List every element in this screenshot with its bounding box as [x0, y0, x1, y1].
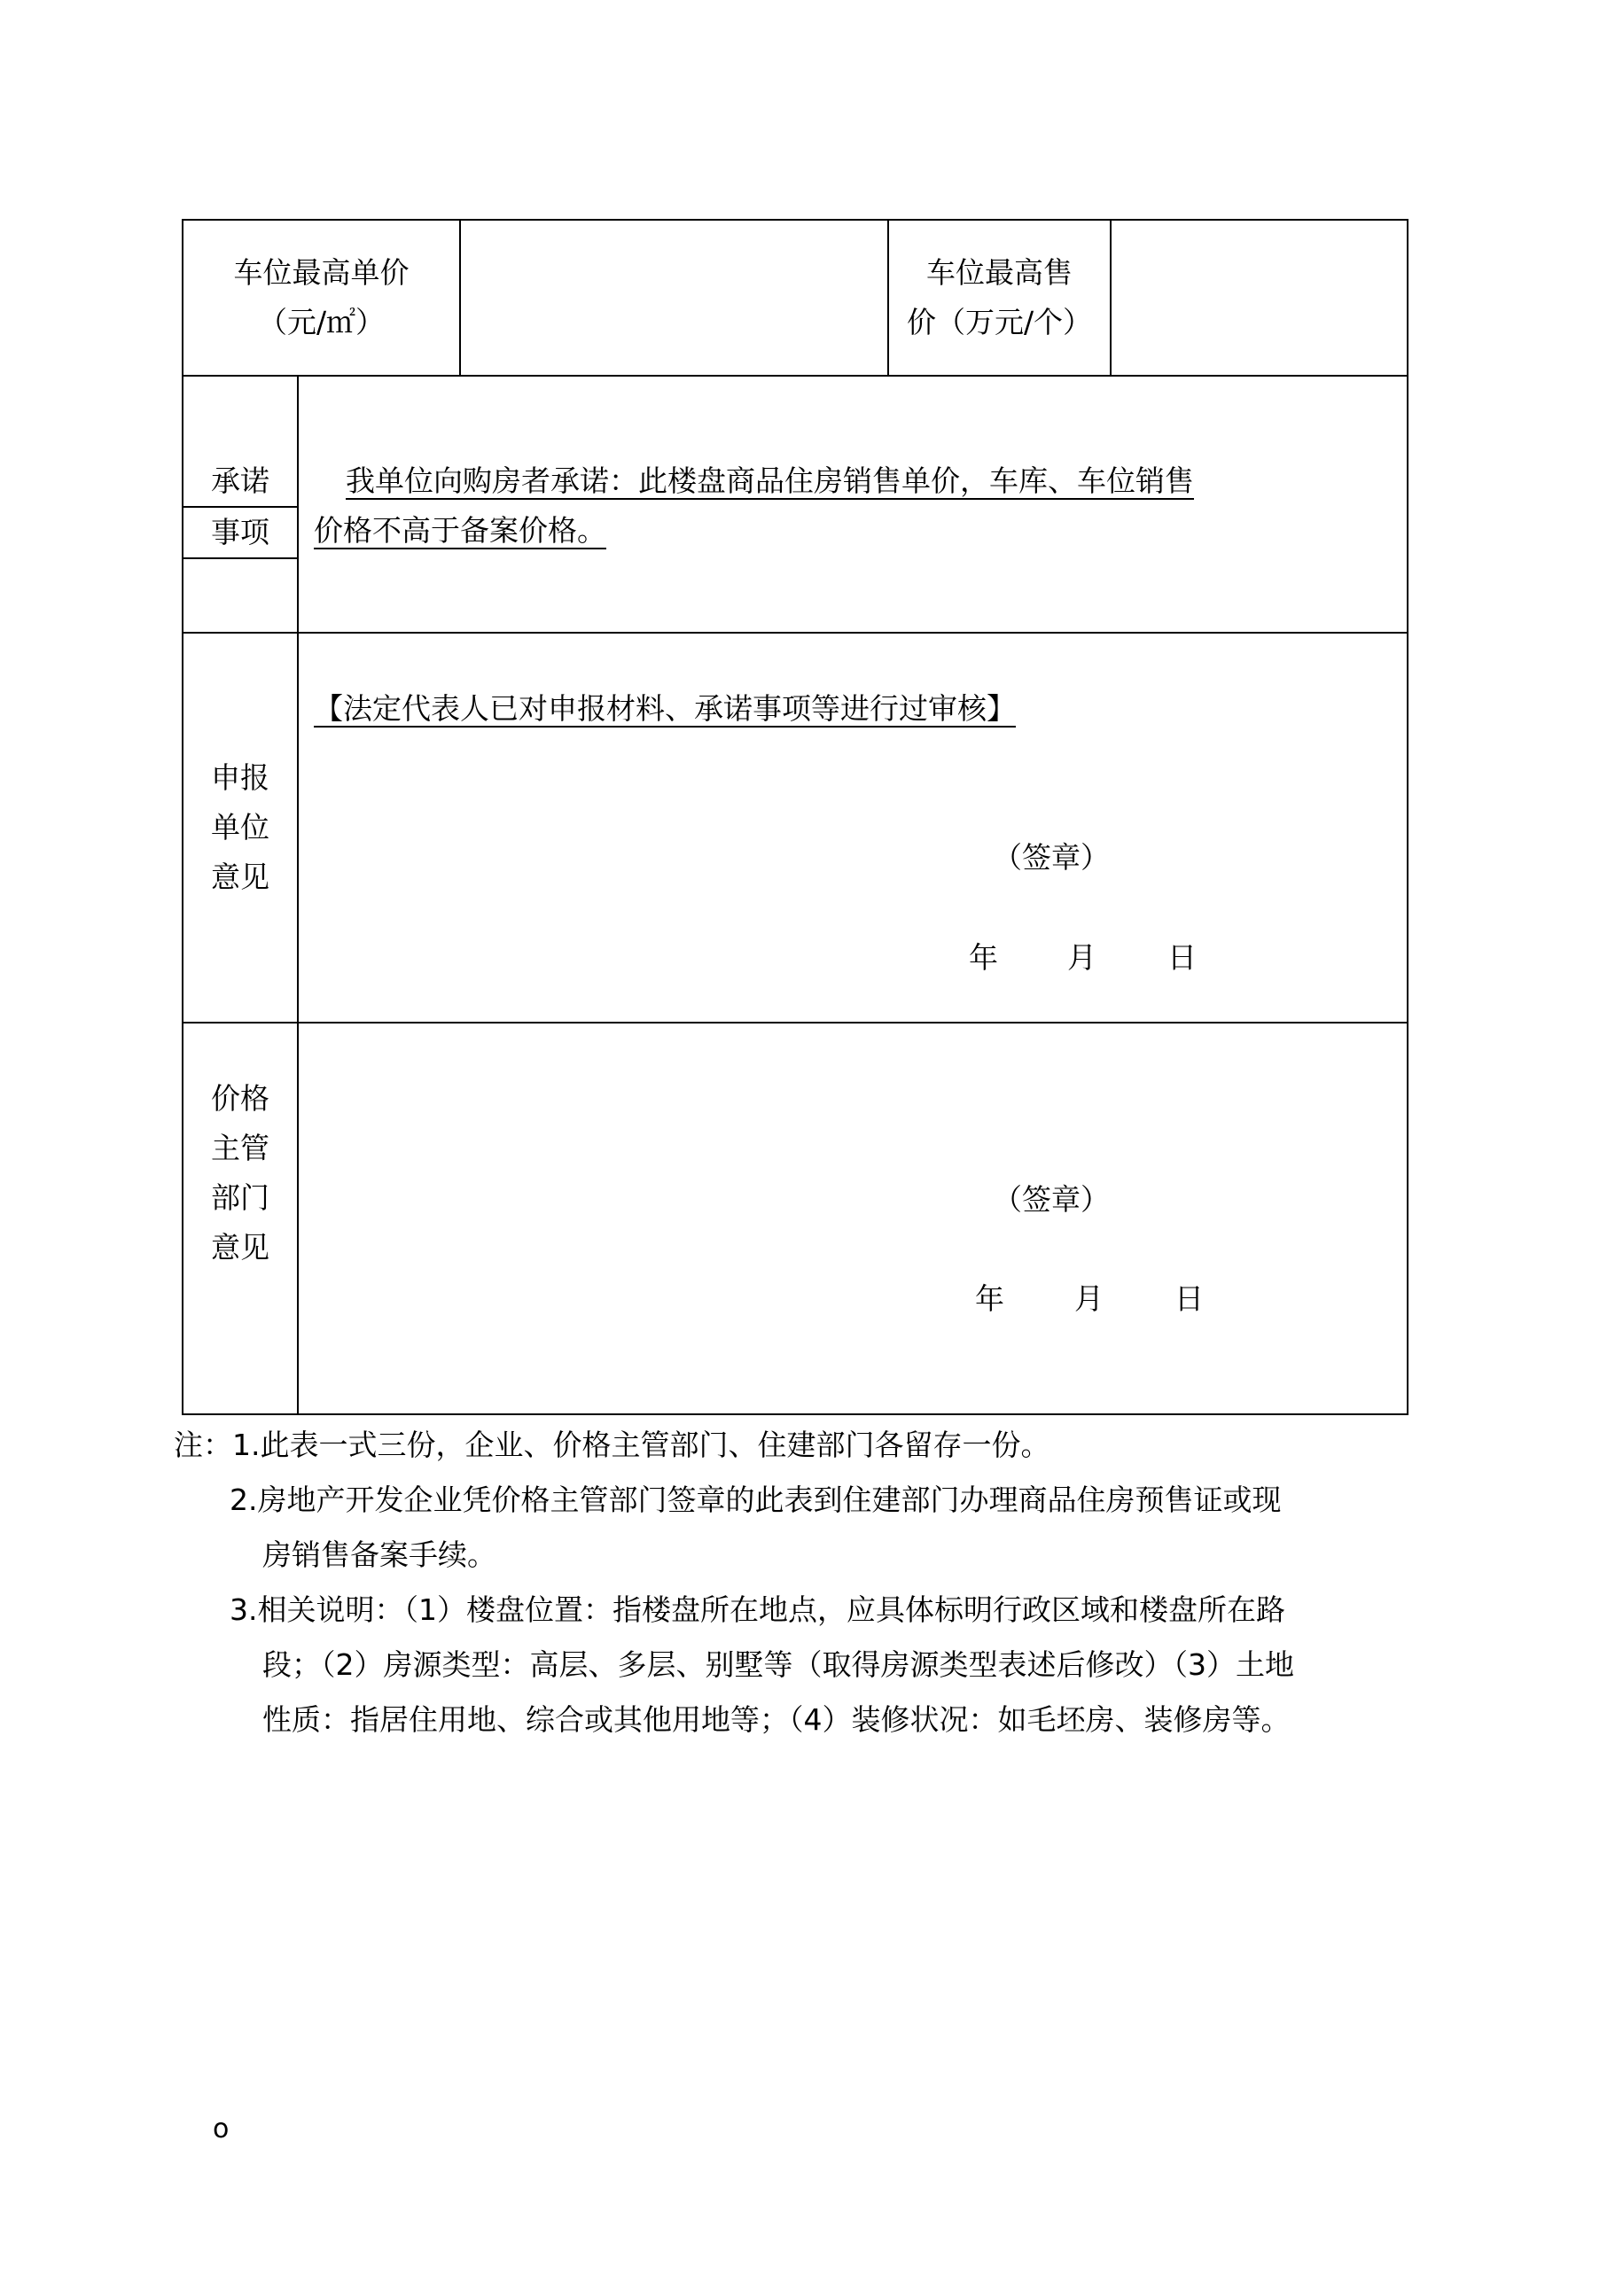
promise-label [183, 456, 297, 559]
applicant-label-line2: 单位 [211, 810, 269, 844]
authority-label-line3: 部门 [211, 1180, 269, 1215]
applicant-date-month: 月 [1067, 940, 1096, 975]
parking-max-sale-price-label [889, 248, 1110, 347]
note-3-line3: 性质：指居住用地、综合或其他用地等；（4）装修状况：如毛坯房、装修房等。 [262, 1702, 1291, 1737]
authority-date-year: 年 [975, 1281, 1004, 1316]
authority-opinion-label [183, 1074, 297, 1273]
authority-date-month: 月 [1074, 1281, 1104, 1316]
promise-text-line1-value: 我单位向购房者承诺：此楼盘商品住房销售单价，车库、车位销售 [346, 463, 1194, 498]
table-right-border [1407, 219, 1408, 1415]
promise-label-line1 [183, 456, 297, 508]
review-statement-text: 【法定代表人已对申报材料、承诺事项等进行过审核】 [314, 691, 1016, 726]
review-statement [314, 684, 1016, 734]
note-1: 注：1.此表一式三份，企业、价格主管部门、住建部门各留存一份。 [174, 1428, 1050, 1462]
authority-label-line4: 意见 [211, 1230, 269, 1265]
row1-divider-a [459, 219, 461, 376]
row-divider-1 [182, 375, 1408, 377]
promise-text-line1 [346, 456, 1194, 506]
promise-text-line2-value: 价格不高于备案价格。 [314, 513, 606, 548]
applicant-label-line3: 意见 [211, 860, 269, 894]
table-bottom-border [182, 1413, 1408, 1415]
promise-text-line2 [314, 506, 606, 556]
parking-max-sale-price-line1: 车位最高售 [926, 255, 1073, 290]
parking-max-unit-price-line1: 车位最高单价 [233, 255, 410, 290]
authority-date-day: 日 [1174, 1281, 1204, 1316]
authority-label-line2: 主管 [211, 1131, 269, 1165]
label-column-divider [297, 375, 299, 1415]
parking-max-sale-price-line2: 价（万元/个） [906, 305, 1093, 339]
row-divider-3 [182, 1022, 1408, 1023]
promise-label-line2 [183, 508, 297, 559]
applicant-label-line1: 申报 [211, 760, 269, 795]
note-2-line1: 2.房地产开发企业凭价格主管部门签章的此表到住建部门办理商品住房预售证或现 [230, 1483, 1282, 1517]
note-3-line2: 段；（2）房源类型：高层、多层、别墅等（取得房源类型表述后修改）（3）土地 [262, 1647, 1294, 1682]
promise-label-line1-text: 承诺 [183, 456, 297, 508]
parking-max-unit-price-line2: （元/㎡） [257, 305, 386, 339]
authority-seal: （签章） [993, 1182, 1110, 1217]
row1-divider-c [1110, 219, 1112, 376]
applicant-date-year: 年 [969, 940, 998, 975]
parking-max-unit-price-label [183, 248, 459, 347]
footer-mark: o [213, 2113, 230, 2144]
applicant-date-day: 日 [1167, 940, 1197, 975]
note-2-line2: 房销售备案手续。 [262, 1537, 496, 1572]
table-top-border [182, 219, 1408, 221]
applicant-opinion-label [183, 753, 297, 902]
authority-label-line1: 价格 [211, 1081, 269, 1116]
applicant-seal: （签章） [993, 840, 1110, 875]
promise-label-line2-text: 事项 [183, 508, 297, 559]
row-divider-2 [182, 632, 1408, 634]
note-3-line1: 3.相关说明：（1）楼盘位置：指楼盘所在地点，应具体标明行政区域和楼盘所在路 [230, 1592, 1285, 1627]
